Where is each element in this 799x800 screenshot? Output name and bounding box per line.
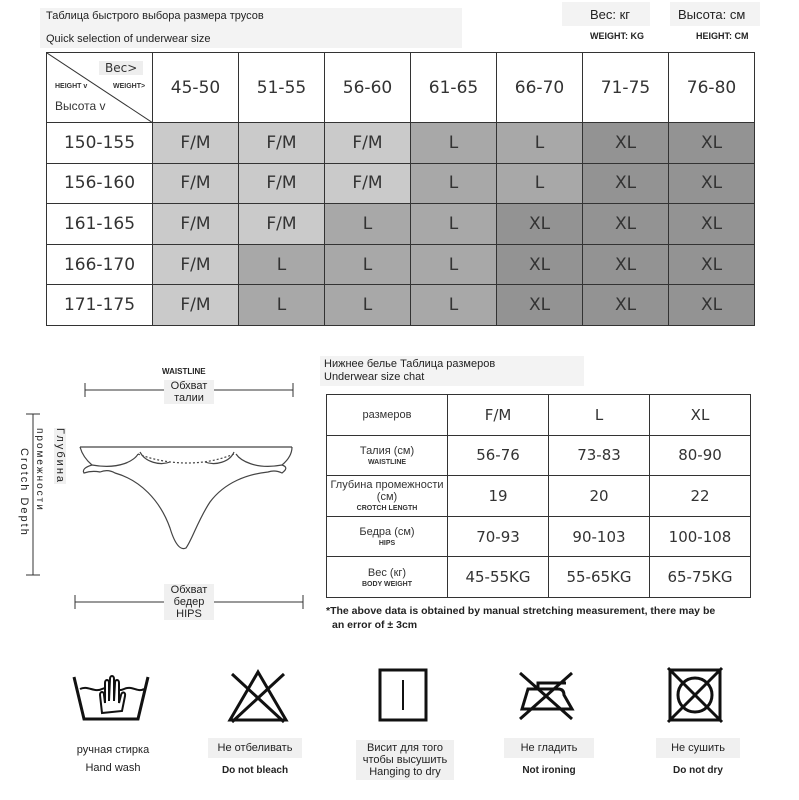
height-label: 171-175 <box>47 285 153 326</box>
row-label-ru: Бедра (см) <box>359 526 415 539</box>
size-cell: F/M <box>239 123 325 164</box>
weight-header: 76-80 <box>669 53 755 123</box>
size-header: XL <box>650 395 751 436</box>
size-header: L <box>549 395 650 436</box>
size-cell: XL <box>669 123 755 164</box>
size-cell: L <box>411 244 497 285</box>
size-cell: L <box>325 285 411 326</box>
corner-weight-ru: Вес> <box>99 61 143 75</box>
table-row <box>327 476 751 517</box>
size-chart-title <box>320 356 584 386</box>
size-cell: XL <box>583 163 669 204</box>
height-unit-en: HEIGHT: CM <box>696 31 749 41</box>
size-header: F/M <box>448 395 549 436</box>
size-cell: F/M <box>153 244 239 285</box>
size-cell: F/M <box>325 163 411 204</box>
table-row <box>47 123 755 164</box>
quick-table-header-row <box>47 53 755 123</box>
size-cell: F/M <box>325 123 411 164</box>
weight-unit-ru: Вес: кг <box>590 7 631 22</box>
row-label-en: HIPS <box>378 540 396 548</box>
size-cell: XL <box>583 123 669 164</box>
chart-cell: 19 <box>448 476 549 517</box>
size-cell: XL <box>583 204 669 245</box>
row-label <box>327 557 448 598</box>
care-no-bleach-ru: Не отбеливать <box>208 738 302 758</box>
table-row <box>47 285 755 326</box>
care-no-dry-ru: Не сушить <box>656 738 740 758</box>
hips-en-line: HIPS <box>176 608 202 620</box>
size-cell: XL <box>497 244 583 285</box>
hips-label <box>164 584 214 620</box>
size-cell: L <box>239 285 325 326</box>
crotch-label-ru-2: Глубина <box>54 428 66 485</box>
chart-cell: 56-76 <box>448 435 549 476</box>
row-label <box>327 476 448 517</box>
row-label-en: WAISTLINE <box>367 458 407 466</box>
care-hang-dry-ru <box>356 740 454 780</box>
row-label <box>327 435 448 476</box>
row-label-ru: Талия (см) <box>359 444 415 457</box>
row-label-ru: Глубина промежности (см) <box>330 479 444 504</box>
corner-height-en: HEIGHT v <box>55 83 88 90</box>
hang-dry-icon <box>378 668 428 722</box>
hand-wash-icon <box>72 665 152 723</box>
table-row <box>327 395 751 436</box>
weight-header: 45-50 <box>153 53 239 123</box>
size-cell: L <box>239 244 325 285</box>
weight-header: 61-65 <box>411 53 497 123</box>
hang-dry-ru-line-1: Висит для того <box>367 742 443 754</box>
note-line-2: an error of ± 3cm <box>332 619 418 631</box>
size-cell: F/M <box>153 204 239 245</box>
header-title-en: Quick selection of underwear size <box>46 33 211 45</box>
size-cell: L <box>411 163 497 204</box>
size-cell: XL <box>497 285 583 326</box>
header-title-ru: Таблица быстрого выбора размера трусов <box>46 10 264 22</box>
care-hand-wash-ru: ручная стирка <box>76 744 150 756</box>
table-row <box>327 557 751 598</box>
size-cell: L <box>497 123 583 164</box>
chart-cell: 22 <box>650 476 751 517</box>
table-row <box>47 204 755 245</box>
chart-header-label <box>327 395 448 436</box>
no-bleach-icon <box>226 668 290 724</box>
size-chart-title-ru: Нижнее белье Таблица размеров <box>324 358 496 370</box>
row-label <box>327 516 448 557</box>
size-chart-table <box>326 394 751 598</box>
size-cell: L <box>411 285 497 326</box>
chart-cell: 100-108 <box>650 516 751 557</box>
waistline-label-en: WAISTLINE <box>162 367 206 376</box>
size-cell: L <box>497 163 583 204</box>
table-row <box>327 435 751 476</box>
row-label-en: CROTCH LENGTH <box>356 505 418 513</box>
size-cell: F/M <box>239 204 325 245</box>
size-cell: L <box>325 244 411 285</box>
chart-cell: 65-75KG <box>650 557 751 598</box>
size-chart-title-en: Underwear size chat <box>324 371 425 383</box>
waistline-label-ru <box>164 380 214 404</box>
size-cell: XL <box>583 244 669 285</box>
care-no-dry-en: Do not dry <box>673 765 723 776</box>
table-row <box>47 163 755 204</box>
size-cell: L <box>325 204 411 245</box>
row-label-ru: Вес (кг) <box>367 566 407 579</box>
corner-height-ru: Высота v <box>55 99 106 113</box>
corner-weight-en: WEIGHT> <box>113 83 146 90</box>
waist-ru-line-2: талии <box>174 392 204 404</box>
height-label: 161-165 <box>47 204 153 245</box>
hips-ru-line-1: Обхват <box>170 584 208 596</box>
quick-table-corner <box>47 53 153 123</box>
table-row <box>47 244 755 285</box>
no-tumble-dry-icon <box>666 666 724 724</box>
weight-header: 71-75 <box>583 53 669 123</box>
chart-cell: 80-90 <box>650 435 751 476</box>
care-no-iron-ru: Не гладить <box>504 738 594 758</box>
waist-ru-line-1: Обхват <box>170 380 208 392</box>
size-cell: L <box>411 204 497 245</box>
chart-cell: 73-83 <box>549 435 650 476</box>
height-label: 166-170 <box>47 244 153 285</box>
weight-header: 51-55 <box>239 53 325 123</box>
size-cell: XL <box>669 285 755 326</box>
chart-cell: 45-55KG <box>448 557 549 598</box>
weight-header: 56-60 <box>325 53 411 123</box>
size-cell: XL <box>669 163 755 204</box>
height-unit-ru: Высота: см <box>678 7 746 22</box>
quick-size-table <box>46 52 755 326</box>
weight-unit-en: WEIGHT: KG <box>590 31 644 41</box>
thong-icon <box>80 447 292 549</box>
chart-cell: 70-93 <box>448 516 549 557</box>
chart-cell: 20 <box>549 476 650 517</box>
size-cell: F/M <box>153 123 239 164</box>
care-hand-wash-en: Hand wash <box>85 762 141 774</box>
crotch-label-ru-1: промежности <box>34 428 45 512</box>
height-label: 156-160 <box>47 163 153 204</box>
chart-cell: 90-103 <box>549 516 650 557</box>
hips-ru-line-2: бедер <box>173 596 205 608</box>
weight-header: 66-70 <box>497 53 583 123</box>
size-cell: XL <box>583 285 669 326</box>
row-label-en: BODY WEIGHT <box>361 580 413 588</box>
header-label-text: размеров <box>362 408 412 421</box>
size-cell: XL <box>669 244 755 285</box>
size-cell: F/M <box>239 163 325 204</box>
care-no-bleach-en: Do not bleach <box>221 765 289 776</box>
size-cell: F/M <box>153 163 239 204</box>
crotch-label-en: Crotch Depth <box>18 448 30 537</box>
care-hang-dry-en: Hanging to dry <box>369 766 441 778</box>
care-no-iron-en: Not ironing <box>522 765 576 776</box>
hang-dry-ru-line-2: чтобы высушить <box>362 754 448 766</box>
size-cell: L <box>411 123 497 164</box>
note-line-1: *The above data is obtained by manual stretching measurement, there may be <box>326 605 716 617</box>
table-row <box>327 516 751 557</box>
size-cell: F/M <box>153 285 239 326</box>
no-iron-icon <box>514 667 578 723</box>
chart-cell: 55-65KG <box>549 557 650 598</box>
height-label: 150-155 <box>47 123 153 164</box>
size-cell: XL <box>669 204 755 245</box>
size-cell: XL <box>497 204 583 245</box>
measurement-note <box>326 604 796 632</box>
underwear-diagram <box>20 370 320 620</box>
